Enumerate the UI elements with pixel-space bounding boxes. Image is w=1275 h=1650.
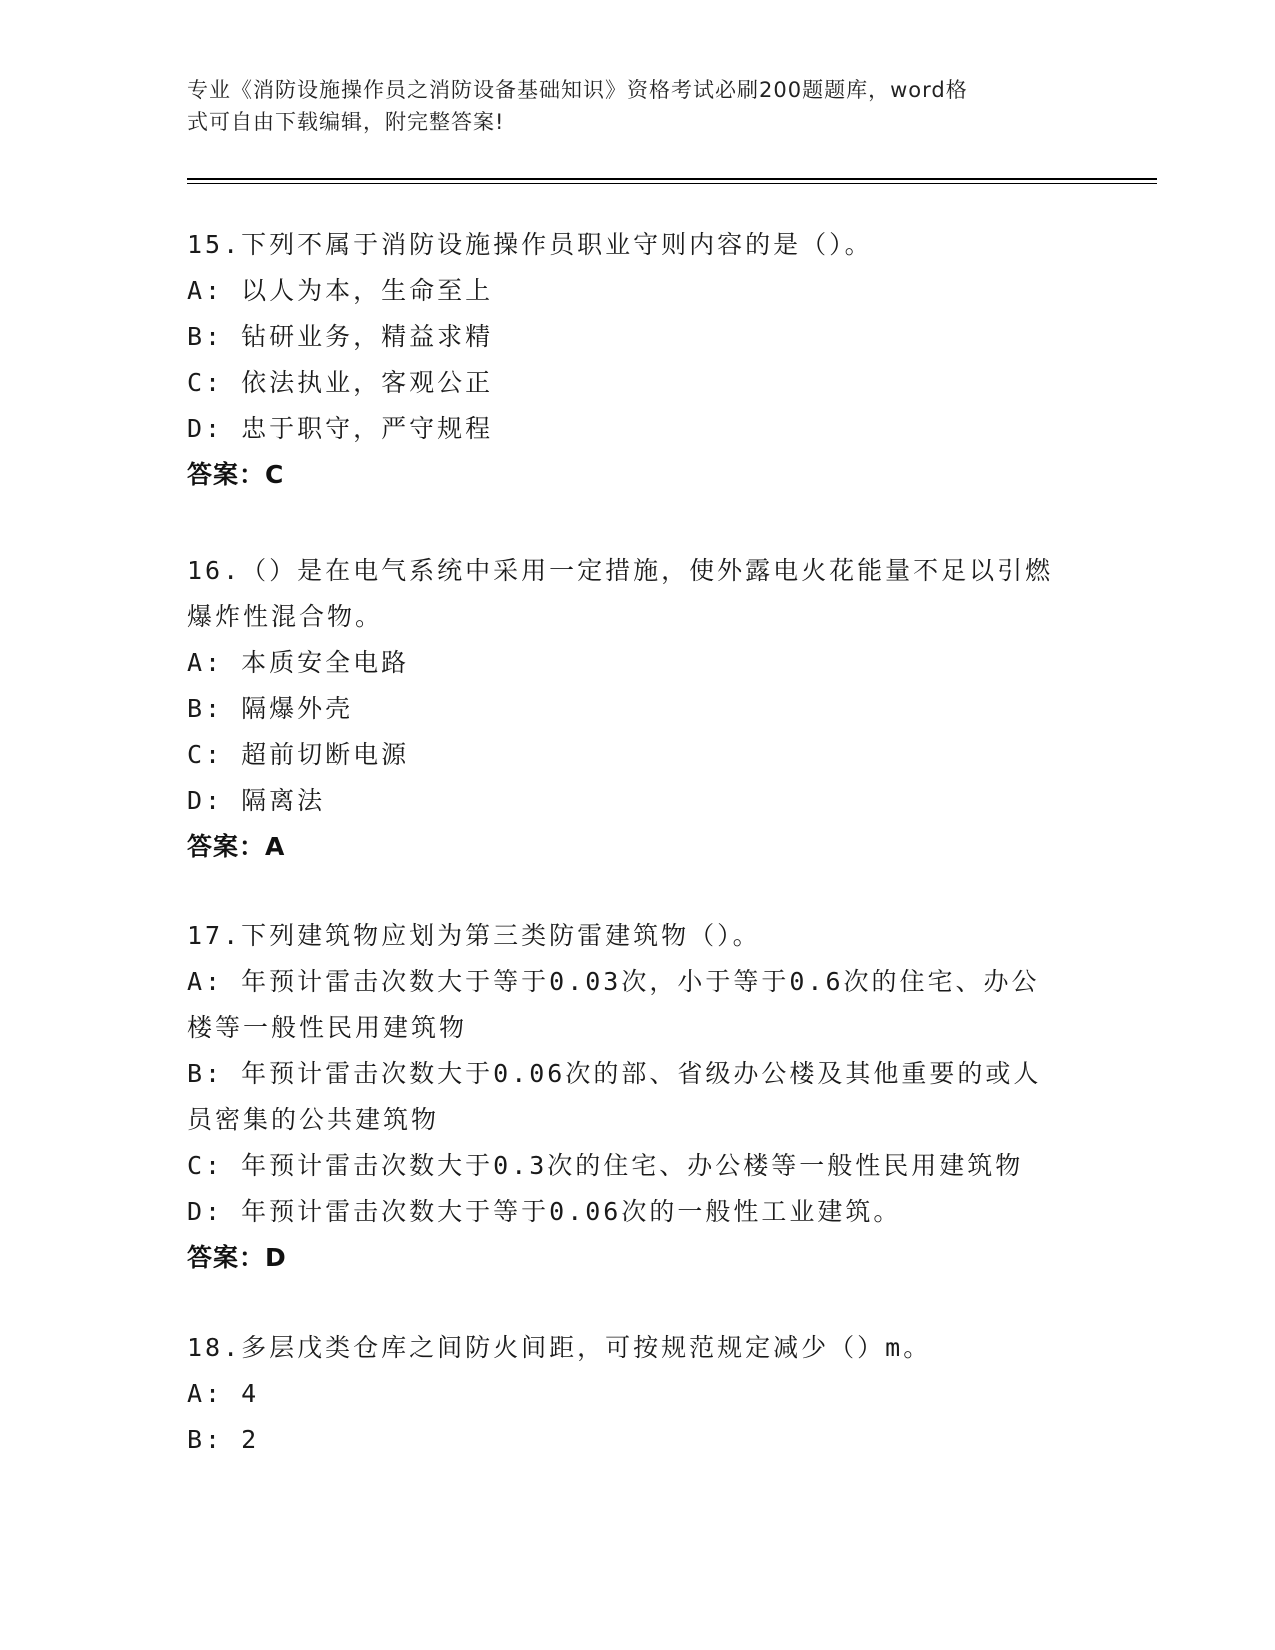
answer-label: 答案：A bbox=[187, 832, 286, 861]
question-stem: 18.多层戊类仓库之间防火间距，可按规范规定减少（）m。 bbox=[187, 1333, 932, 1362]
option-b: B: 2 bbox=[187, 1425, 260, 1454]
document-header bbox=[187, 74, 1067, 138]
question-15 bbox=[187, 222, 1087, 498]
question-stem: 15.下列不属于消防设施操作员职业守则内容的是（）。 bbox=[187, 230, 873, 259]
header-line-1: 专业《消防设施操作员之消防设备基础知识》资格考试必刷200题题库，word格 bbox=[187, 78, 968, 102]
option-b-cont: 员密集的公共建筑物 bbox=[187, 1105, 440, 1134]
option-b: B: 钻研业务，精益求精 bbox=[187, 322, 494, 351]
option-b: B: 隔爆外壳 bbox=[187, 694, 354, 723]
option-a: A: 4 bbox=[187, 1379, 260, 1408]
option-c: C: 年预计雷击次数大于0.3次的住宅、办公楼等一般性民用建筑物 bbox=[187, 1151, 1024, 1180]
option-d: D: 年预计雷击次数大于等于0.06次的一般性工业建筑。 bbox=[187, 1197, 902, 1226]
question-16 bbox=[187, 548, 1087, 870]
option-a: A: 本质安全电路 bbox=[187, 648, 410, 677]
question-17 bbox=[187, 913, 1087, 1281]
header-divider-thick bbox=[187, 178, 1157, 180]
header-line-2: 式可自由下载编辑，附完整答案! bbox=[187, 110, 505, 134]
option-d: D: 忠于职守，严守规程 bbox=[187, 414, 494, 443]
option-a: A: 以人为本，生命至上 bbox=[187, 276, 494, 305]
question-stem: 16.（）是在电气系统中采用一定措施，使外露电火花能量不足以引燃 bbox=[187, 556, 1054, 585]
answer-label: 答案：C bbox=[187, 460, 285, 489]
option-d: D: 隔离法 bbox=[187, 786, 326, 815]
question-stem: 17.下列建筑物应划为第三类防雷建筑物（）。 bbox=[187, 921, 761, 950]
option-a-cont: 楼等一般性民用建筑物 bbox=[187, 1013, 468, 1042]
question-18 bbox=[187, 1325, 1087, 1463]
option-c: C: 超前切断电源 bbox=[187, 740, 410, 769]
header-divider-thin bbox=[187, 183, 1157, 184]
answer-label: 答案：D bbox=[187, 1243, 287, 1272]
option-a: A: 年预计雷击次数大于等于0.03次，小于等于0.6次的住宅、办公 bbox=[187, 967, 1040, 996]
question-stem-cont: 爆炸性混合物。 bbox=[187, 602, 384, 631]
option-b: B: 年预计雷击次数大于0.06次的部、省级办公楼及其他重要的或人 bbox=[187, 1059, 1042, 1088]
option-c: C: 依法执业，客观公正 bbox=[187, 368, 494, 397]
